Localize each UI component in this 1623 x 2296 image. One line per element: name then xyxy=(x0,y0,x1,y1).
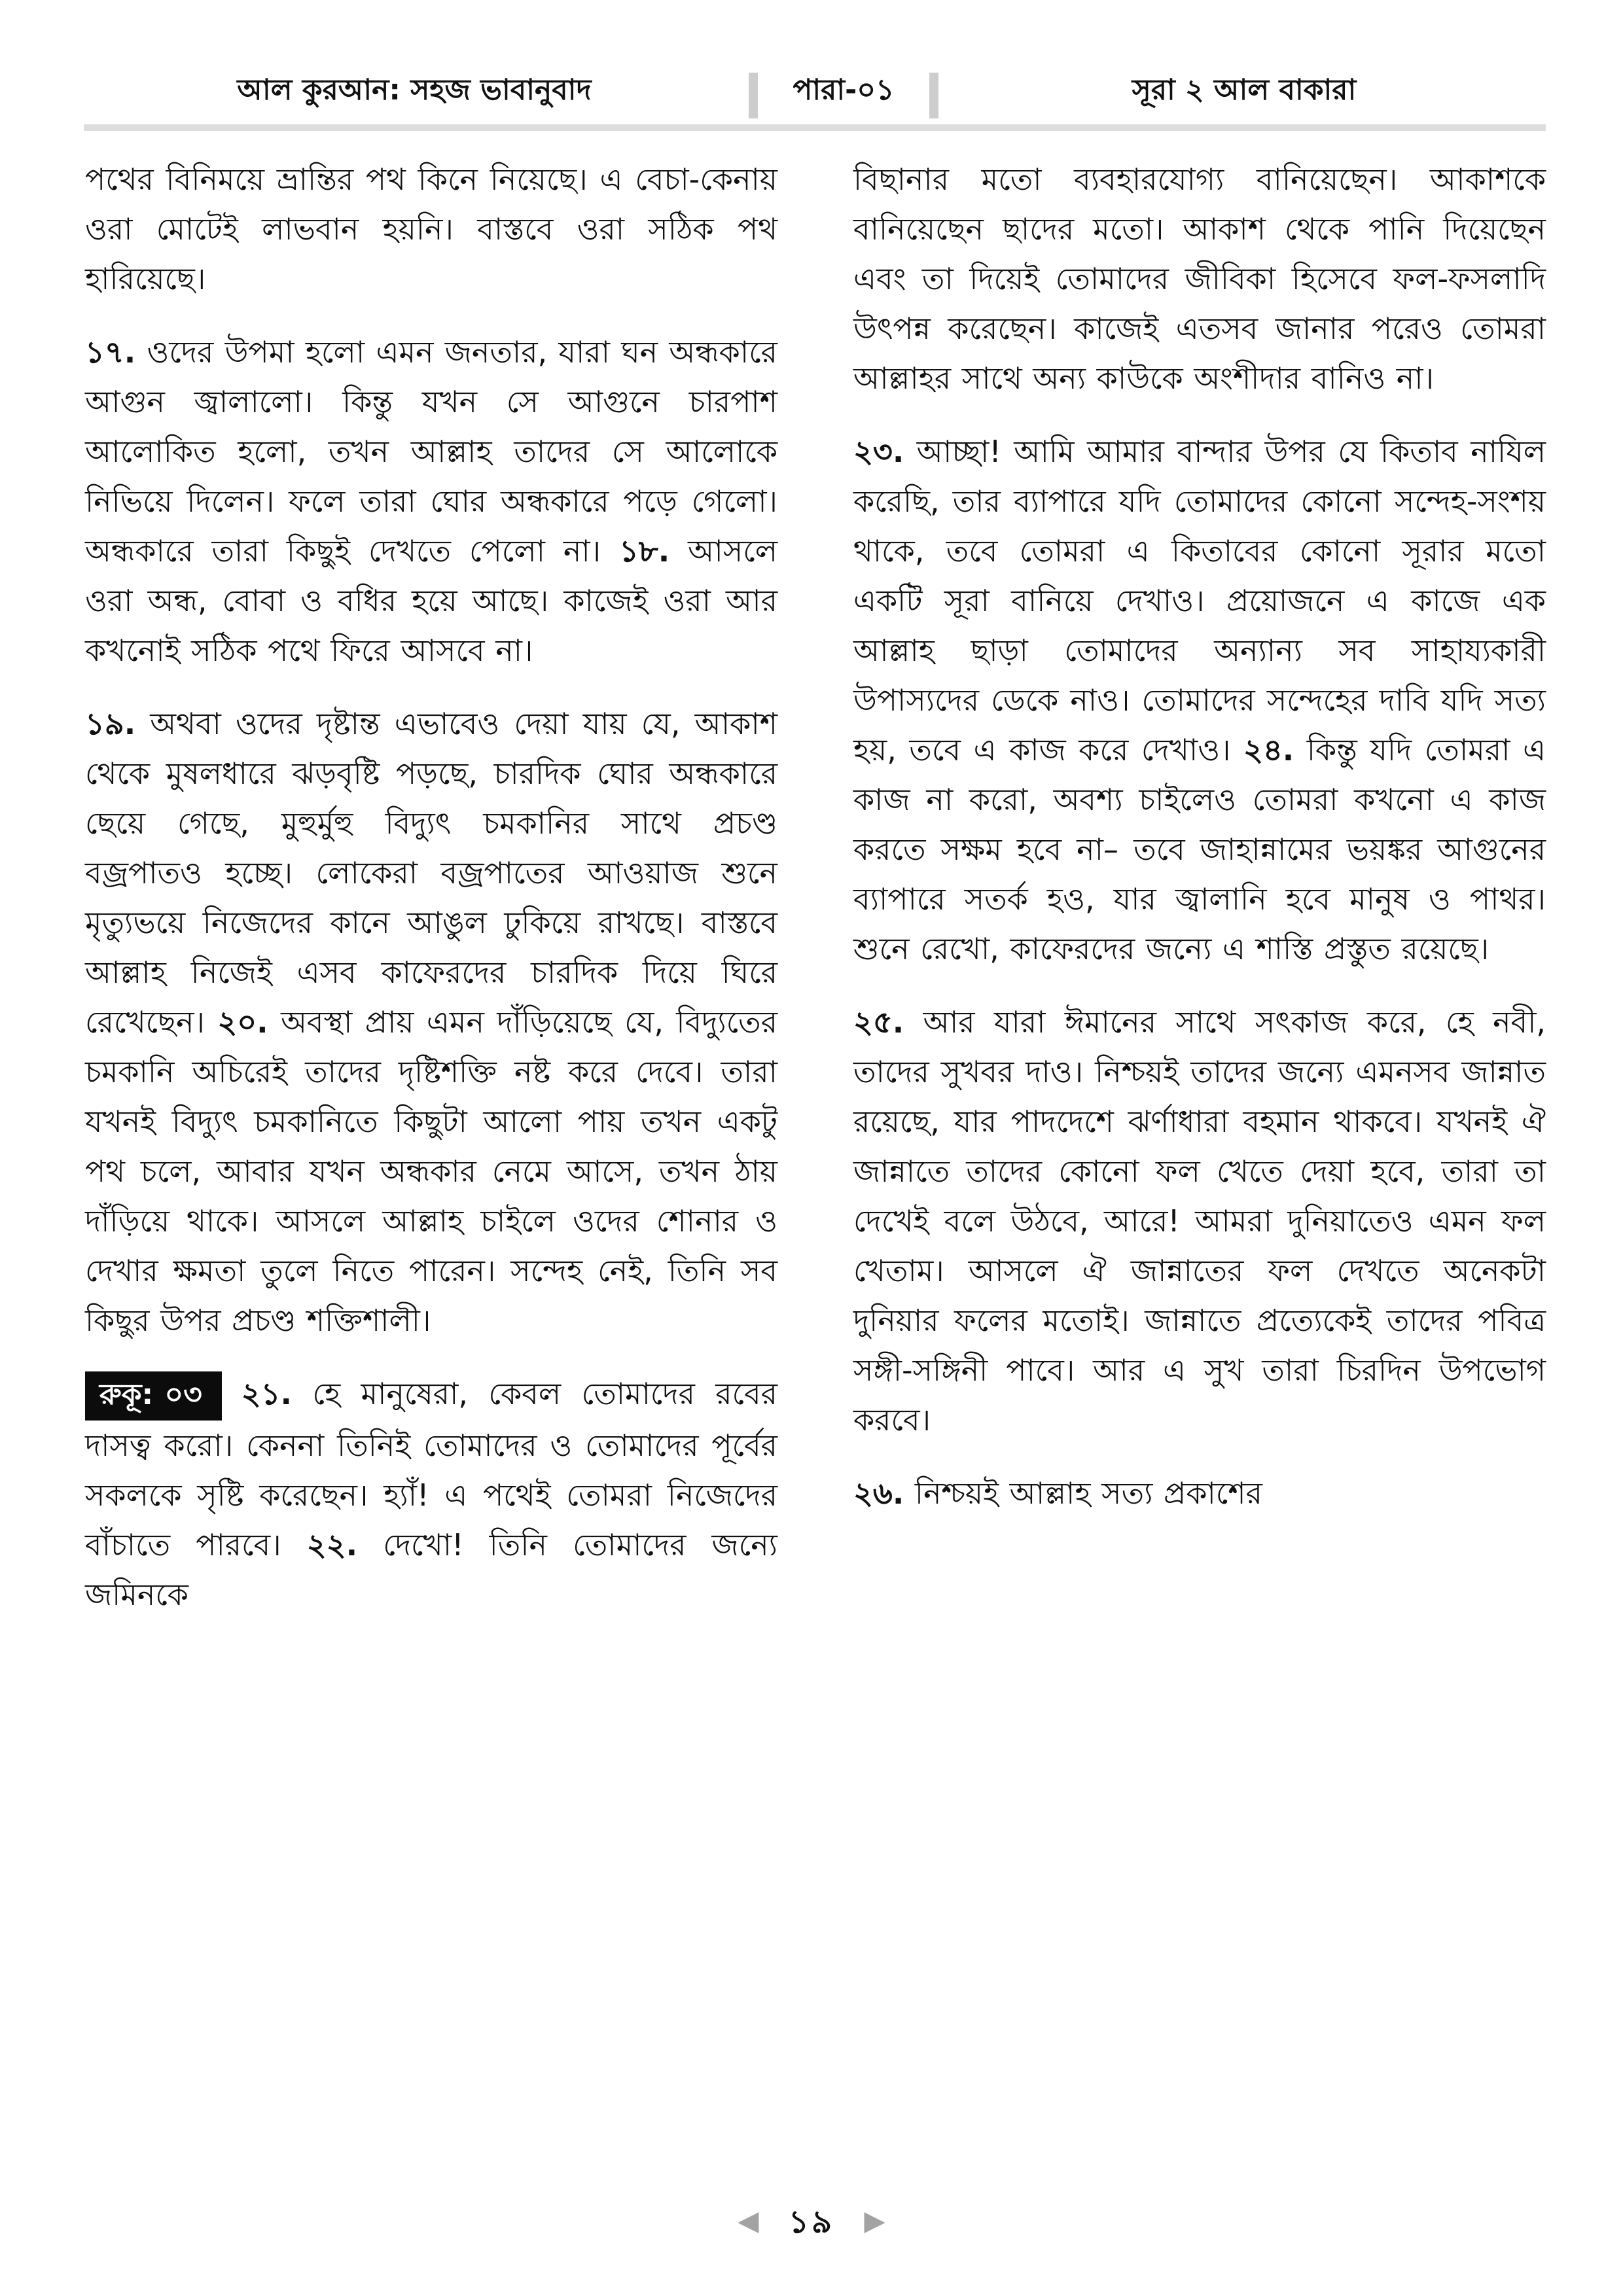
text-body xyxy=(85,154,1546,1643)
text-column-right xyxy=(853,154,1546,1643)
paragraph: ১৯. অথবা ওদের দৃষ্টান্ত এভাবেও দেয়া যায় যে, আকাশ থেকে মুষলধারে ঝড়বৃষ্টি পড়ছে, চারদিক ঘোর অন্ধকারে ছেয়ে গেছে, মুহুর্মুহু বিদ্যুৎ চমকানির সাথে প্রচণ্ড বজ্রপাতও হচ্ছে। লোকেরা বজ্রপাতের আওয়াজ শুনে মৃত্যুভয়ে নিজেদের কানে আঙুল ঢুকিয়ে রাখছে। বাস্তবে আল্লাহ নিজেই এসব কাফেরদের চারদিক দিয়ে ঘিরে রেখেছেন। ২০. অবস্থা প্রায় এমন দাঁড়িয়েছে যে, বিদ্যুতের চমকানি অচিরেই তাদের দৃষ্টিশক্তি নষ্ট করে দেবে। তারা যখনই বিদ্যুৎ চমকানিতে কিছুটা আলো পায় তখন একটু পথ চলে, আবার যখন অন্ধকার নেমে আসে, তখন ঠায় দাঁড়িয়ে থাকে। আসলে আল্লাহ চাইলে ওদের শোনার ও দেখার ক্ষমতা তুলে নিতে পারেন। সন্দেহ নেই, তিনি সব কিছুর উপর প্রচণ্ড শক্তিশালী। xyxy=(85,706,778,1338)
paragraph: ২৫. আর যারা ঈমানের সাথে সৎকাজ করে, হে নবী, তাদের সুখবর দাও। নিশ্চয়ই তাদের জন্যে এমনসব জান্নাত রয়েছে, যার পাদদেশে ঝর্ণাধারা বহমান থাকবে। যখনই ঐ জান্নাতে তাদের কোনো ফল খেতে দেয়া হবে, তারা তা দেখেই বলে উঠবে, আরে! আমরা দুনিয়াতেও এমন ফল খেতাম। আসলে ঐ জান্নাতের ফল দেখতে অনেকটা দুনিয়ার ফলের মতোই। জান্নাতে প্রত্যেকেই তাদের পবিত্র সঙ্গী-সঙ্গিনী পাবে। আর এ সুখ তারা চিরদিন উপভোগ করবে। xyxy=(853,1004,1546,1438)
ruku-badge: রুকূ: ০৩ xyxy=(85,1371,222,1421)
prev-page-icon: ◀ xyxy=(738,2204,759,2236)
paragraph: বিছানার মতো ব্যবহারযোগ্য বানিয়েছেন। আকাশকে বানিয়েছেন ছাদের মতো। আকাশ থেকে পানি দিয়েছেন এবং তা দিয়েই তোমাদের জীবিকা হিসেবে ফল-ফসলাদি উৎপন্ন করেছেন। কাজেই এতসব জানার পরেও তোমরা আল্লাহর সাথে অন্য কাউকে অংশীদার বানিও না। xyxy=(853,162,1546,396)
header-para-label: পারা-০১ xyxy=(793,73,895,107)
header-rule xyxy=(84,124,1546,131)
page-footer xyxy=(0,2199,1623,2250)
text-column-left xyxy=(85,154,777,1643)
header-divider-left xyxy=(749,73,758,118)
header-book-title: আল কুরআন: সহজ ভাবানুবাদ xyxy=(237,73,592,107)
header-surah-title: সূরা ২ আল বাকারা xyxy=(1132,73,1357,107)
page-header xyxy=(84,68,1546,116)
next-page-icon: ▶ xyxy=(864,2204,885,2236)
paragraph: ২৩. আচ্ছা! আমি আমার বান্দার উপর যে কিতাব নাযিল করেছি, তার ব্যাপারে যদি তোমাদের কোনো সন্দেহ-সংশয় থাকে, তবে তোমরা এ কিতাবের কোনো সূরার মতো একটি সূরা বানিয়ে দেখাও। প্রয়োজনে এ কাজে এক আল্লাহ ছাড়া তোমাদের অন্যান্য সব সাহায্যকারী উপাস্যদের ডেকে নাও। তোমাদের সন্দেহের দাবি যদি সত্য হয়, তবে এ কাজ করে দেখাও। ২৪. কিন্তু যদি তোমরা এ কাজ না করো, অবশ্য চাইলেও তোমরা কখনো এ কাজ করতে সক্ষম হবে না– তবে জাহান্নামের ভয়ঙ্কর আগুনের ব্যাপারে সতর্ক হও, যার জ্বালানি হবে মানুষ ও পাথর। শুনে রেখো, কাফেরদের জন্যে এ শাস্তি প্রস্তুত রয়েছে। xyxy=(853,434,1546,966)
paragraph: ১৭. ওদের উপমা হলো এমন জনতার, যারা ঘন অন্ধকারে আগুন জ্বালালো। কিন্তু যখন সে আগুনে চারপাশ আলোকিত হলো, তখন আল্লাহ তাদের সে আলোকে নিভিয়ে দিলেন। ফলে তারা ঘোর অন্ধকারে পড়ে গেলো। অন্ধকারে তারা কিছুই দেখতে পেলো না। ১৮. আসলে ওরা অন্ধ, বোবা ও বধির হয়ে আছে। কাজেই ওরা আর কখনোই সঠিক পথে ফিরে আসবে না। xyxy=(85,334,777,668)
header-divider-right xyxy=(929,73,938,118)
paragraph: ২৬. নিশ্চয়ই আল্লাহ সত্য প্রকাশের xyxy=(853,1475,1262,1511)
paragraph: রুকূ: ০৩ ২১. হে মানুষেরা, কেবল তোমাদের রবের দাসত্ব করো। কেননা তিনিই তোমাদের ও তোমাদের পূর্বের সকলকে সৃষ্টি করেছেন। হ্যাঁ! এ পথেই তোমরা নিজেদের বাঁচাতে পারবে। ২২. দেখো! তিনি তোমাদের জন্যে জমিনকে xyxy=(85,1369,777,1619)
page-number: ১৯ xyxy=(788,2204,835,2240)
paragraph: পথের বিনিময়ে ভ্রান্তির পথ কিনে নিয়েছে। এ বেচা-কেনায় ওরা মোটেই লাভবান হয়নি। বাস্তবে ওরা সঠিক পথ হারিয়েছে। xyxy=(85,162,777,296)
